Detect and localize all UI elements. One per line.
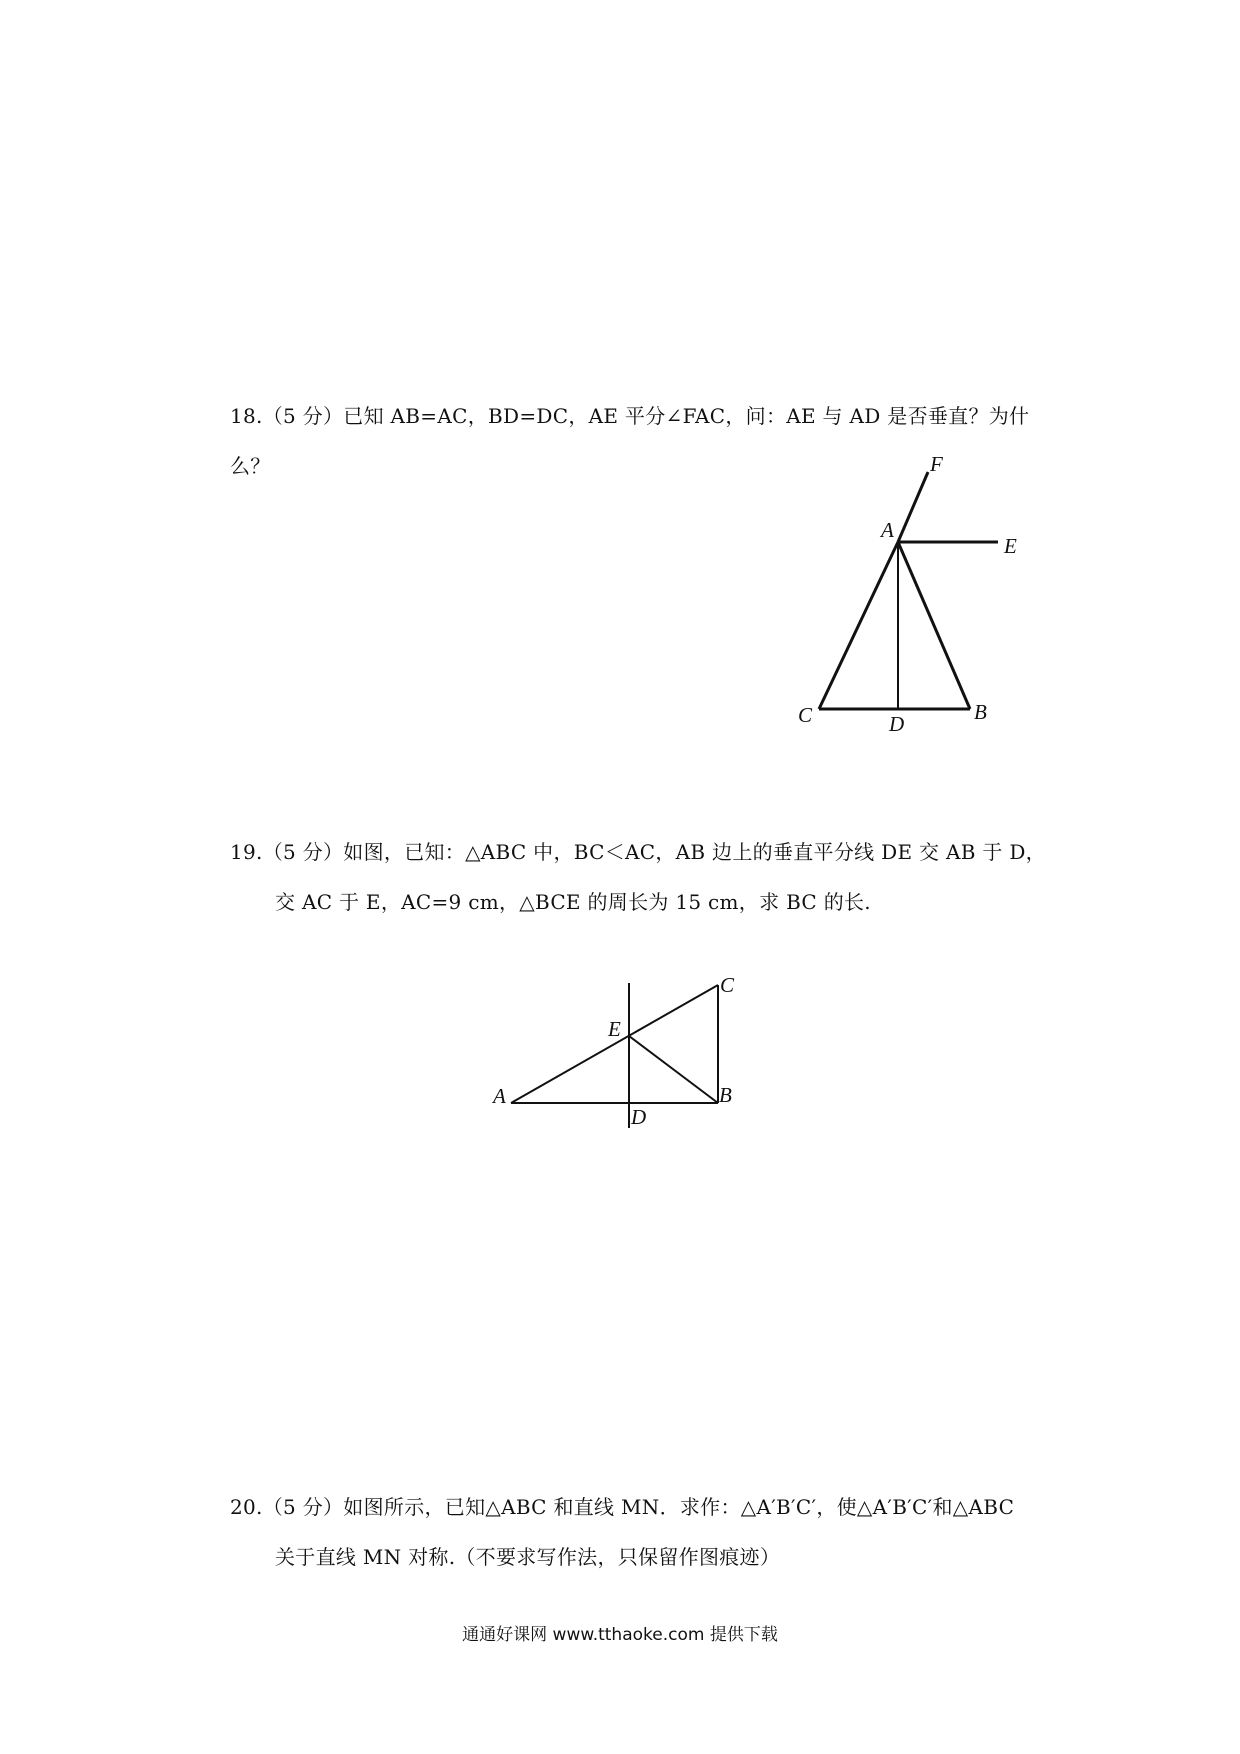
label-e: E xyxy=(1004,534,1017,558)
question-20-line1: 20.（5 分）如图所示，已知△ABC 和直线 MN．求作：△A′B′C′，使△A′B′C′和△ABC xyxy=(230,1495,1015,1519)
label-c: C xyxy=(720,973,735,997)
ray-af xyxy=(898,472,928,542)
label-b: B xyxy=(719,1083,732,1107)
label-b: B xyxy=(974,700,987,724)
side-ab xyxy=(898,542,970,709)
label-c: C xyxy=(798,703,813,727)
question-18-text: 18.（5 分）已知 AB=AC，BD=DC，AE 平分∠FAC，问：AE 与 AD 是否垂直？为什么？ xyxy=(230,404,1030,478)
label-a: A xyxy=(493,1084,506,1108)
figure-18-labels xyxy=(798,452,1017,736)
side-ac xyxy=(819,542,898,709)
label-d: D xyxy=(631,1105,647,1129)
footer-text: 通通好课网 www.tthaoke.com 提供下载 xyxy=(462,1625,778,1645)
question-19-line2: 交 AC 于 E，AC=9 cm，△BCE 的周长为 15 cm，求 BC 的长. xyxy=(275,890,871,914)
question-20-line2: 关于直线 MN 对称.（不要求写作法，只保留作图痕迹） xyxy=(275,1545,781,1569)
figure-18 xyxy=(819,472,998,709)
label-d: D xyxy=(889,712,905,736)
question-19-line1: 19.（5 分）如图，已知：△ABC 中，BC＜AC，AB 边上的垂直平分线 DE 交 AB 于 D， xyxy=(230,840,1046,864)
side-ac xyxy=(511,985,718,1103)
figure-19 xyxy=(511,983,718,1128)
label-e: E xyxy=(608,1017,621,1041)
segment-eb xyxy=(629,1036,718,1103)
label-f: F xyxy=(930,452,943,476)
label-a: A xyxy=(881,518,894,542)
